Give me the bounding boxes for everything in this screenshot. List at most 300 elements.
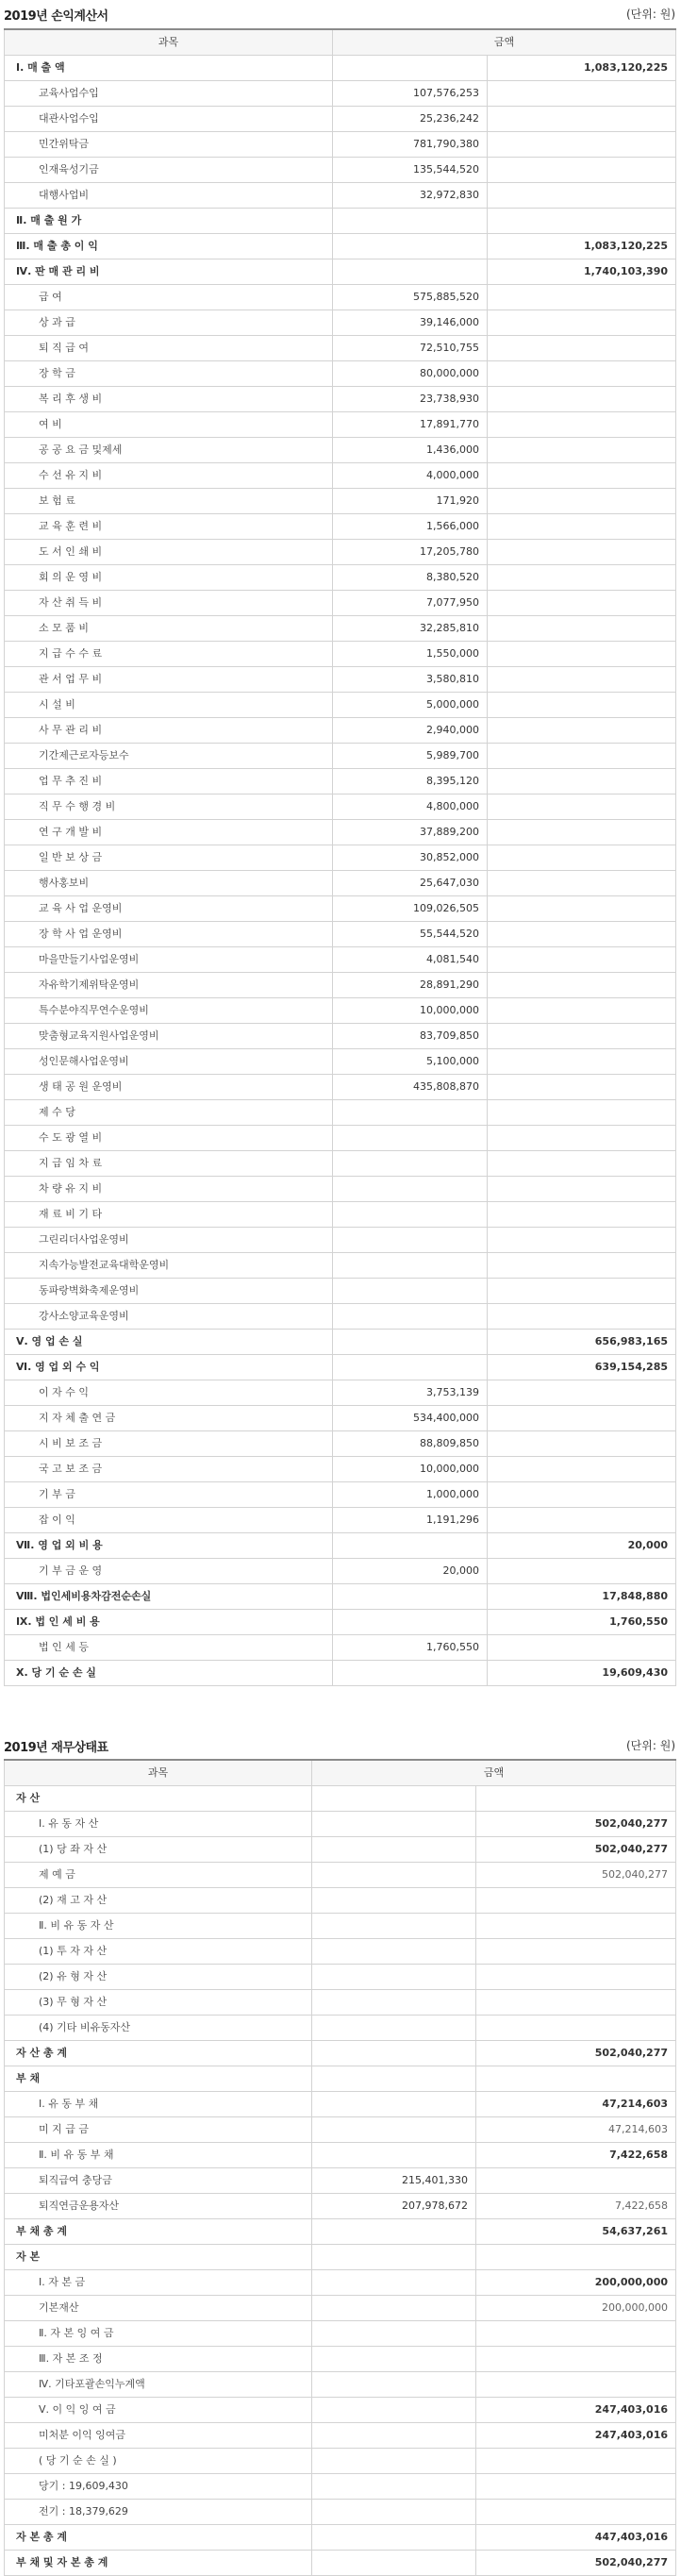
row-label: Ⅳ. 기타포괄손익누계액 bbox=[5, 2372, 312, 2398]
row-label: 인재육성기금 bbox=[5, 158, 333, 183]
row-amount-total bbox=[488, 1279, 676, 1304]
row-amount-total bbox=[488, 1228, 676, 1253]
table-row bbox=[5, 2194, 676, 2219]
table-row bbox=[5, 820, 676, 845]
row-label: 업 무 추 진 비 bbox=[5, 769, 333, 795]
row-amount-detail bbox=[333, 1100, 488, 1126]
row-amount-total bbox=[488, 1380, 676, 1406]
column-header-amount: 금액 bbox=[312, 1760, 676, 1786]
row-amount-total bbox=[488, 616, 676, 642]
row-amount-detail: 72,510,755 bbox=[333, 336, 488, 361]
row-amount-detail: 534,400,000 bbox=[333, 1406, 488, 1431]
row-label: 직 무 수 행 경 비 bbox=[5, 795, 333, 820]
row-label: 소 모 품 비 bbox=[5, 616, 333, 642]
row-label: 교 육 사 업 운영비 bbox=[5, 896, 333, 922]
table-row bbox=[5, 2474, 676, 2500]
row-amount-detail bbox=[312, 2117, 476, 2143]
table-row bbox=[5, 845, 676, 871]
row-amount-detail bbox=[333, 209, 488, 234]
table-row bbox=[5, 2449, 676, 2474]
row-label: 동파랑벽화축제운영비 bbox=[5, 1279, 333, 1304]
row-amount-total bbox=[476, 1990, 676, 2016]
table-row bbox=[5, 1559, 676, 1584]
row-amount-total bbox=[488, 973, 676, 998]
table-row bbox=[5, 1786, 676, 1812]
table-row bbox=[5, 1228, 676, 1253]
table-row bbox=[5, 259, 676, 285]
row-label: 맞춤형교육지원사업운영비 bbox=[5, 1024, 333, 1049]
row-amount-detail bbox=[312, 2066, 476, 2092]
row-amount-detail bbox=[312, 2219, 476, 2245]
row-amount-total bbox=[488, 336, 676, 361]
row-amount-detail: 3,753,139 bbox=[333, 1380, 488, 1406]
row-amount-total: 47,214,603 bbox=[476, 2092, 676, 2117]
row-label: 장 학 금 bbox=[5, 361, 333, 387]
row-amount-total bbox=[476, 1786, 676, 1812]
row-amount-detail: 1,000,000 bbox=[333, 1482, 488, 1508]
row-amount-total bbox=[488, 744, 676, 769]
table-row bbox=[5, 158, 676, 183]
table-row bbox=[5, 1126, 676, 1151]
row-label: 사 무 관 리 비 bbox=[5, 718, 333, 744]
row-amount-detail: 83,709,850 bbox=[333, 1024, 488, 1049]
row-label: Ⅷ. 법인세비용차감전순손실 bbox=[5, 1584, 333, 1610]
table-row bbox=[5, 718, 676, 744]
row-amount-total bbox=[488, 489, 676, 514]
row-amount-total bbox=[488, 438, 676, 463]
row-amount-total bbox=[488, 845, 676, 871]
row-amount-detail bbox=[333, 1533, 488, 1559]
row-amount-total bbox=[488, 1406, 676, 1431]
row-label: Ⅹ. 당 기 순 손 실 bbox=[5, 1661, 333, 1686]
row-amount-detail bbox=[333, 1177, 488, 1202]
table-row bbox=[5, 2016, 676, 2041]
column-header-item: 과목 bbox=[5, 1760, 312, 1786]
table-row bbox=[5, 1457, 676, 1482]
table-row bbox=[5, 2117, 676, 2143]
row-amount-detail: 1,760,550 bbox=[333, 1635, 488, 1661]
table-header-row bbox=[5, 1760, 676, 1786]
row-label: 강사소양교육운영비 bbox=[5, 1304, 333, 1330]
row-label: 수 선 유 지 비 bbox=[5, 463, 333, 489]
row-label: 제 수 당 bbox=[5, 1100, 333, 1126]
row-amount-detail bbox=[312, 2449, 476, 2474]
table-row bbox=[5, 1533, 676, 1559]
row-label: 복 리 후 생 비 bbox=[5, 387, 333, 412]
table-row bbox=[5, 234, 676, 259]
row-amount-detail: 2,940,000 bbox=[333, 718, 488, 744]
row-label: 마을만들기사업운영비 bbox=[5, 947, 333, 973]
row-amount-detail: 28,891,290 bbox=[333, 973, 488, 998]
table-row bbox=[5, 871, 676, 896]
row-amount-detail bbox=[333, 234, 488, 259]
row-amount-total: 54,637,261 bbox=[476, 2219, 676, 2245]
table-row bbox=[5, 1100, 676, 1126]
row-label: 자 본 bbox=[5, 2245, 312, 2270]
table-row bbox=[5, 1610, 676, 1635]
row-amount-total bbox=[488, 922, 676, 947]
row-label: 민간위탁금 bbox=[5, 132, 333, 158]
table-row bbox=[5, 947, 676, 973]
row-amount-detail: 55,544,520 bbox=[333, 922, 488, 947]
row-label: 퇴직연금운용자산 bbox=[5, 2194, 312, 2219]
row-label: 기 부 금 bbox=[5, 1482, 333, 1508]
table-row bbox=[5, 1151, 676, 1177]
row-label: (3) 무 형 자 산 bbox=[5, 1990, 312, 2016]
row-amount-total bbox=[488, 1304, 676, 1330]
row-amount-detail bbox=[312, 2500, 476, 2525]
row-label: 기간제근로자등보수 bbox=[5, 744, 333, 769]
table-row bbox=[5, 2525, 676, 2551]
row-amount-total bbox=[488, 1431, 676, 1457]
table-row bbox=[5, 1075, 676, 1100]
row-label: Ⅰ. 유 동 부 채 bbox=[5, 2092, 312, 2117]
table-row bbox=[5, 1888, 676, 1914]
row-amount-detail: 215,401,330 bbox=[312, 2168, 476, 2194]
row-label: 수 도 광 열 비 bbox=[5, 1126, 333, 1151]
table-row bbox=[5, 2143, 676, 2168]
row-amount-total bbox=[488, 769, 676, 795]
row-label: 자 본 총 계 bbox=[5, 2525, 312, 2551]
balance-sheet-heading bbox=[4, 1737, 675, 1760]
row-amount-total: 1,083,120,225 bbox=[488, 56, 676, 81]
row-amount-total bbox=[488, 998, 676, 1024]
table-row bbox=[5, 514, 676, 540]
balance-unit-label: (단위: 원) bbox=[626, 1739, 675, 1752]
row-amount-detail bbox=[312, 2092, 476, 2117]
table-row bbox=[5, 1380, 676, 1406]
row-label: 잡 이 익 bbox=[5, 1508, 333, 1533]
row-amount-detail bbox=[312, 2372, 476, 2398]
row-amount-detail: 575,885,520 bbox=[333, 285, 488, 310]
row-amount-detail bbox=[312, 1990, 476, 2016]
row-amount-total bbox=[488, 1151, 676, 1177]
row-amount-total bbox=[488, 896, 676, 922]
row-amount-total bbox=[476, 2474, 676, 2500]
row-amount-total bbox=[476, 2372, 676, 2398]
table-row bbox=[5, 998, 676, 1024]
row-amount-detail bbox=[312, 1837, 476, 1863]
table-row bbox=[5, 463, 676, 489]
row-amount-total: 502,040,277 bbox=[476, 2041, 676, 2066]
table-row bbox=[5, 2398, 676, 2423]
table-row bbox=[5, 132, 676, 158]
row-label: 자 산 취 득 비 bbox=[5, 591, 333, 616]
row-amount-detail bbox=[333, 1584, 488, 1610]
table-row bbox=[5, 1837, 676, 1863]
balance-sheet-table bbox=[4, 1759, 676, 2576]
row-label: 지 급 임 차 료 bbox=[5, 1151, 333, 1177]
row-label: 제 예 금 bbox=[5, 1863, 312, 1888]
table-row bbox=[5, 1661, 676, 1686]
row-label: 기 부 금 운 영 bbox=[5, 1559, 333, 1584]
row-amount-total: 502,040,277 bbox=[476, 1812, 676, 1837]
row-amount-total bbox=[488, 1482, 676, 1508]
row-amount-total bbox=[488, 1100, 676, 1126]
table-row bbox=[5, 540, 676, 565]
row-label: 그린리더사업운영비 bbox=[5, 1228, 333, 1253]
table-row bbox=[5, 1939, 676, 1965]
row-label: Ⅴ. 이 익 잉 여 금 bbox=[5, 2398, 312, 2423]
row-label: 성인문해사업운영비 bbox=[5, 1049, 333, 1075]
row-label: 법 인 세 등 bbox=[5, 1635, 333, 1661]
row-label: 보 험 료 bbox=[5, 489, 333, 514]
row-amount-total bbox=[488, 1635, 676, 1661]
row-amount-detail: 4,000,000 bbox=[333, 463, 488, 489]
row-label: 미처분 이익 잉여금 bbox=[5, 2423, 312, 2449]
table-row bbox=[5, 2168, 676, 2194]
table-row bbox=[5, 81, 676, 107]
row-amount-detail bbox=[333, 1330, 488, 1355]
row-amount-total bbox=[488, 540, 676, 565]
table-row bbox=[5, 1431, 676, 1457]
row-amount-total bbox=[488, 1049, 676, 1075]
row-amount-total bbox=[488, 693, 676, 718]
row-amount-total: 47,214,603 bbox=[476, 2117, 676, 2143]
table-row bbox=[5, 2066, 676, 2092]
table-row bbox=[5, 1635, 676, 1661]
row-amount-total bbox=[476, 1888, 676, 1914]
table-row bbox=[5, 1406, 676, 1431]
row-amount-total bbox=[476, 2168, 676, 2194]
row-label: (2) 재 고 자 산 bbox=[5, 1888, 312, 1914]
row-label: 자유학기제위탁운영비 bbox=[5, 973, 333, 998]
row-amount-total bbox=[476, 1914, 676, 1939]
row-amount-total: 7,422,658 bbox=[476, 2194, 676, 2219]
row-amount-detail: 109,026,505 bbox=[333, 896, 488, 922]
row-amount-detail bbox=[312, 1786, 476, 1812]
row-label: (4) 기타 비유동자산 bbox=[5, 2016, 312, 2041]
table-row bbox=[5, 973, 676, 998]
row-amount-detail bbox=[333, 1126, 488, 1151]
table-row bbox=[5, 1279, 676, 1304]
row-amount-total bbox=[476, 2347, 676, 2372]
row-amount-detail: 39,146,000 bbox=[333, 310, 488, 336]
row-amount-detail bbox=[312, 1888, 476, 1914]
table-row bbox=[5, 667, 676, 693]
table-row bbox=[5, 2347, 676, 2372]
table-row bbox=[5, 2041, 676, 2066]
row-amount-detail: 1,436,000 bbox=[333, 438, 488, 463]
row-label: 시 비 보 조 금 bbox=[5, 1431, 333, 1457]
table-row bbox=[5, 1812, 676, 1837]
row-label: 당기 : 19,609,430 bbox=[5, 2474, 312, 2500]
income-unit-label: (단위: 원) bbox=[626, 8, 675, 21]
row-amount-total bbox=[476, 2245, 676, 2270]
row-amount-detail bbox=[333, 1279, 488, 1304]
row-amount-detail bbox=[312, 2398, 476, 2423]
row-label: 자 산 bbox=[5, 1786, 312, 1812]
row-label: Ⅰ. 유 동 자 산 bbox=[5, 1812, 312, 1837]
income-statement-table bbox=[4, 28, 676, 1686]
row-amount-total bbox=[488, 285, 676, 310]
table-row bbox=[5, 2092, 676, 2117]
table-row bbox=[5, 361, 676, 387]
row-amount-total bbox=[488, 795, 676, 820]
table-row bbox=[5, 310, 676, 336]
row-label: 교 육 훈 련 비 bbox=[5, 514, 333, 540]
table-row bbox=[5, 769, 676, 795]
table-row bbox=[5, 438, 676, 463]
row-amount-total bbox=[488, 1559, 676, 1584]
row-amount-total bbox=[488, 158, 676, 183]
row-amount-total bbox=[488, 667, 676, 693]
row-label: Ⅴ. 영 업 손 실 bbox=[5, 1330, 333, 1355]
table-row bbox=[5, 1253, 676, 1279]
row-amount-total bbox=[488, 81, 676, 107]
table-row bbox=[5, 1584, 676, 1610]
row-amount-detail bbox=[333, 1228, 488, 1253]
row-amount-total bbox=[488, 947, 676, 973]
row-amount-detail: 88,809,850 bbox=[333, 1431, 488, 1457]
table-row bbox=[5, 1024, 676, 1049]
row-label: 퇴 직 급 여 bbox=[5, 336, 333, 361]
row-label: 전기 : 18,379,629 bbox=[5, 2500, 312, 2525]
row-label: Ⅰ. 자 본 금 bbox=[5, 2270, 312, 2296]
table-row bbox=[5, 2245, 676, 2270]
row-amount-total: 7,422,658 bbox=[476, 2143, 676, 2168]
row-amount-total bbox=[488, 514, 676, 540]
table-row bbox=[5, 1177, 676, 1202]
table-row bbox=[5, 1049, 676, 1075]
row-amount-detail: 17,205,780 bbox=[333, 540, 488, 565]
table-row bbox=[5, 2551, 676, 2576]
row-amount-detail bbox=[312, 2245, 476, 2270]
row-amount-detail: 7,077,950 bbox=[333, 591, 488, 616]
row-amount-detail bbox=[312, 2143, 476, 2168]
row-amount-total bbox=[476, 2066, 676, 2092]
row-amount-detail bbox=[333, 1661, 488, 1686]
row-amount-total bbox=[488, 642, 676, 667]
row-amount-detail bbox=[312, 1863, 476, 1888]
row-amount-total: 20,000 bbox=[488, 1533, 676, 1559]
table-row bbox=[5, 2321, 676, 2347]
row-amount-detail: 1,191,296 bbox=[333, 1508, 488, 1533]
row-label: Ⅱ. 매 출 원 가 bbox=[5, 209, 333, 234]
row-amount-detail bbox=[312, 2347, 476, 2372]
row-label: 교육사업수입 bbox=[5, 81, 333, 107]
row-amount-detail: 20,000 bbox=[333, 1559, 488, 1584]
table-row bbox=[5, 693, 676, 718]
row-amount-detail: 80,000,000 bbox=[333, 361, 488, 387]
row-amount-total bbox=[488, 387, 676, 412]
row-label: 일 반 보 상 금 bbox=[5, 845, 333, 871]
row-amount-total: 247,403,016 bbox=[476, 2423, 676, 2449]
table-row bbox=[5, 183, 676, 209]
row-label: 차 량 유 지 비 bbox=[5, 1177, 333, 1202]
row-amount-total bbox=[476, 1965, 676, 1990]
table-row bbox=[5, 209, 676, 234]
table-header-row bbox=[5, 29, 676, 56]
row-amount-total bbox=[488, 871, 676, 896]
row-amount-total bbox=[488, 591, 676, 616]
row-amount-detail: 10,000,000 bbox=[333, 998, 488, 1024]
row-amount-total bbox=[488, 361, 676, 387]
row-label: 재 료 비 기 타 bbox=[5, 1202, 333, 1228]
row-amount-detail bbox=[312, 2551, 476, 2576]
row-amount-detail: 781,790,380 bbox=[333, 132, 488, 158]
table-row bbox=[5, 2372, 676, 2398]
row-amount-detail: 135,544,520 bbox=[333, 158, 488, 183]
row-label: Ⅳ. 판 매 관 리 비 bbox=[5, 259, 333, 285]
row-label: 기본재산 bbox=[5, 2296, 312, 2321]
row-label: 부 채 bbox=[5, 2066, 312, 2092]
row-label: (1) 투 자 자 산 bbox=[5, 1939, 312, 1965]
row-amount-detail bbox=[312, 2321, 476, 2347]
row-label: 미 지 급 금 bbox=[5, 2117, 312, 2143]
row-label: 대관사업수입 bbox=[5, 107, 333, 132]
row-amount-total bbox=[488, 107, 676, 132]
row-amount-detail bbox=[312, 1965, 476, 1990]
column-header-item: 과목 bbox=[5, 29, 333, 56]
row-amount-detail: 5,989,700 bbox=[333, 744, 488, 769]
row-amount-detail: 10,000,000 bbox=[333, 1457, 488, 1482]
row-amount-detail bbox=[333, 1355, 488, 1380]
table-row bbox=[5, 56, 676, 81]
row-amount-detail bbox=[333, 56, 488, 81]
table-row bbox=[5, 107, 676, 132]
row-amount-detail bbox=[312, 1914, 476, 1939]
row-label: ( 당 기 순 손 실 ) bbox=[5, 2449, 312, 2474]
row-amount-detail: 4,800,000 bbox=[333, 795, 488, 820]
row-amount-detail bbox=[312, 2016, 476, 2041]
table-row bbox=[5, 1914, 676, 1939]
table-row bbox=[5, 922, 676, 947]
row-amount-total: 19,609,430 bbox=[488, 1661, 676, 1686]
row-amount-total bbox=[476, 1939, 676, 1965]
row-amount-detail: 171,920 bbox=[333, 489, 488, 514]
row-amount-detail: 5,100,000 bbox=[333, 1049, 488, 1075]
table-row bbox=[5, 744, 676, 769]
row-label: 퇴직급여 충당금 bbox=[5, 2168, 312, 2194]
table-row bbox=[5, 1508, 676, 1533]
row-amount-total bbox=[488, 1075, 676, 1100]
row-amount-detail: 23,738,930 bbox=[333, 387, 488, 412]
row-label: (1) 당 좌 자 산 bbox=[5, 1837, 312, 1863]
income-statement-title: 2019년 손익계산서 bbox=[4, 9, 108, 24]
row-amount-detail: 107,576,253 bbox=[333, 81, 488, 107]
row-label: 장 학 사 업 운영비 bbox=[5, 922, 333, 947]
table-row bbox=[5, 1863, 676, 1888]
row-label: 생 태 공 원 운영비 bbox=[5, 1075, 333, 1100]
row-label: 급 여 bbox=[5, 285, 333, 310]
row-label: 행사홍보비 bbox=[5, 871, 333, 896]
row-amount-detail bbox=[333, 1610, 488, 1635]
row-label: Ⅵ. 영 업 외 수 익 bbox=[5, 1355, 333, 1380]
row-amount-total bbox=[488, 1508, 676, 1533]
row-amount-detail bbox=[333, 1253, 488, 1279]
row-amount-detail bbox=[312, 2423, 476, 2449]
row-amount-total bbox=[488, 718, 676, 744]
row-amount-detail bbox=[312, 2474, 476, 2500]
column-header-amount: 금액 bbox=[333, 29, 676, 56]
row-label: 지 급 수 수 료 bbox=[5, 642, 333, 667]
row-amount-total bbox=[488, 132, 676, 158]
row-amount-detail bbox=[312, 1939, 476, 1965]
row-amount-total: 639,154,285 bbox=[488, 1355, 676, 1380]
row-label: 이 자 수 익 bbox=[5, 1380, 333, 1406]
table-row bbox=[5, 1355, 676, 1380]
row-label: Ⅲ. 자 본 조 정 bbox=[5, 2347, 312, 2372]
row-amount-detail bbox=[333, 1151, 488, 1177]
row-label: 대행사업비 bbox=[5, 183, 333, 209]
row-amount-detail: 8,380,520 bbox=[333, 565, 488, 591]
row-amount-total bbox=[488, 1253, 676, 1279]
row-amount-total: 502,040,277 bbox=[476, 1863, 676, 1888]
row-amount-total bbox=[488, 1024, 676, 1049]
table-row bbox=[5, 642, 676, 667]
row-amount-detail: 30,852,000 bbox=[333, 845, 488, 871]
